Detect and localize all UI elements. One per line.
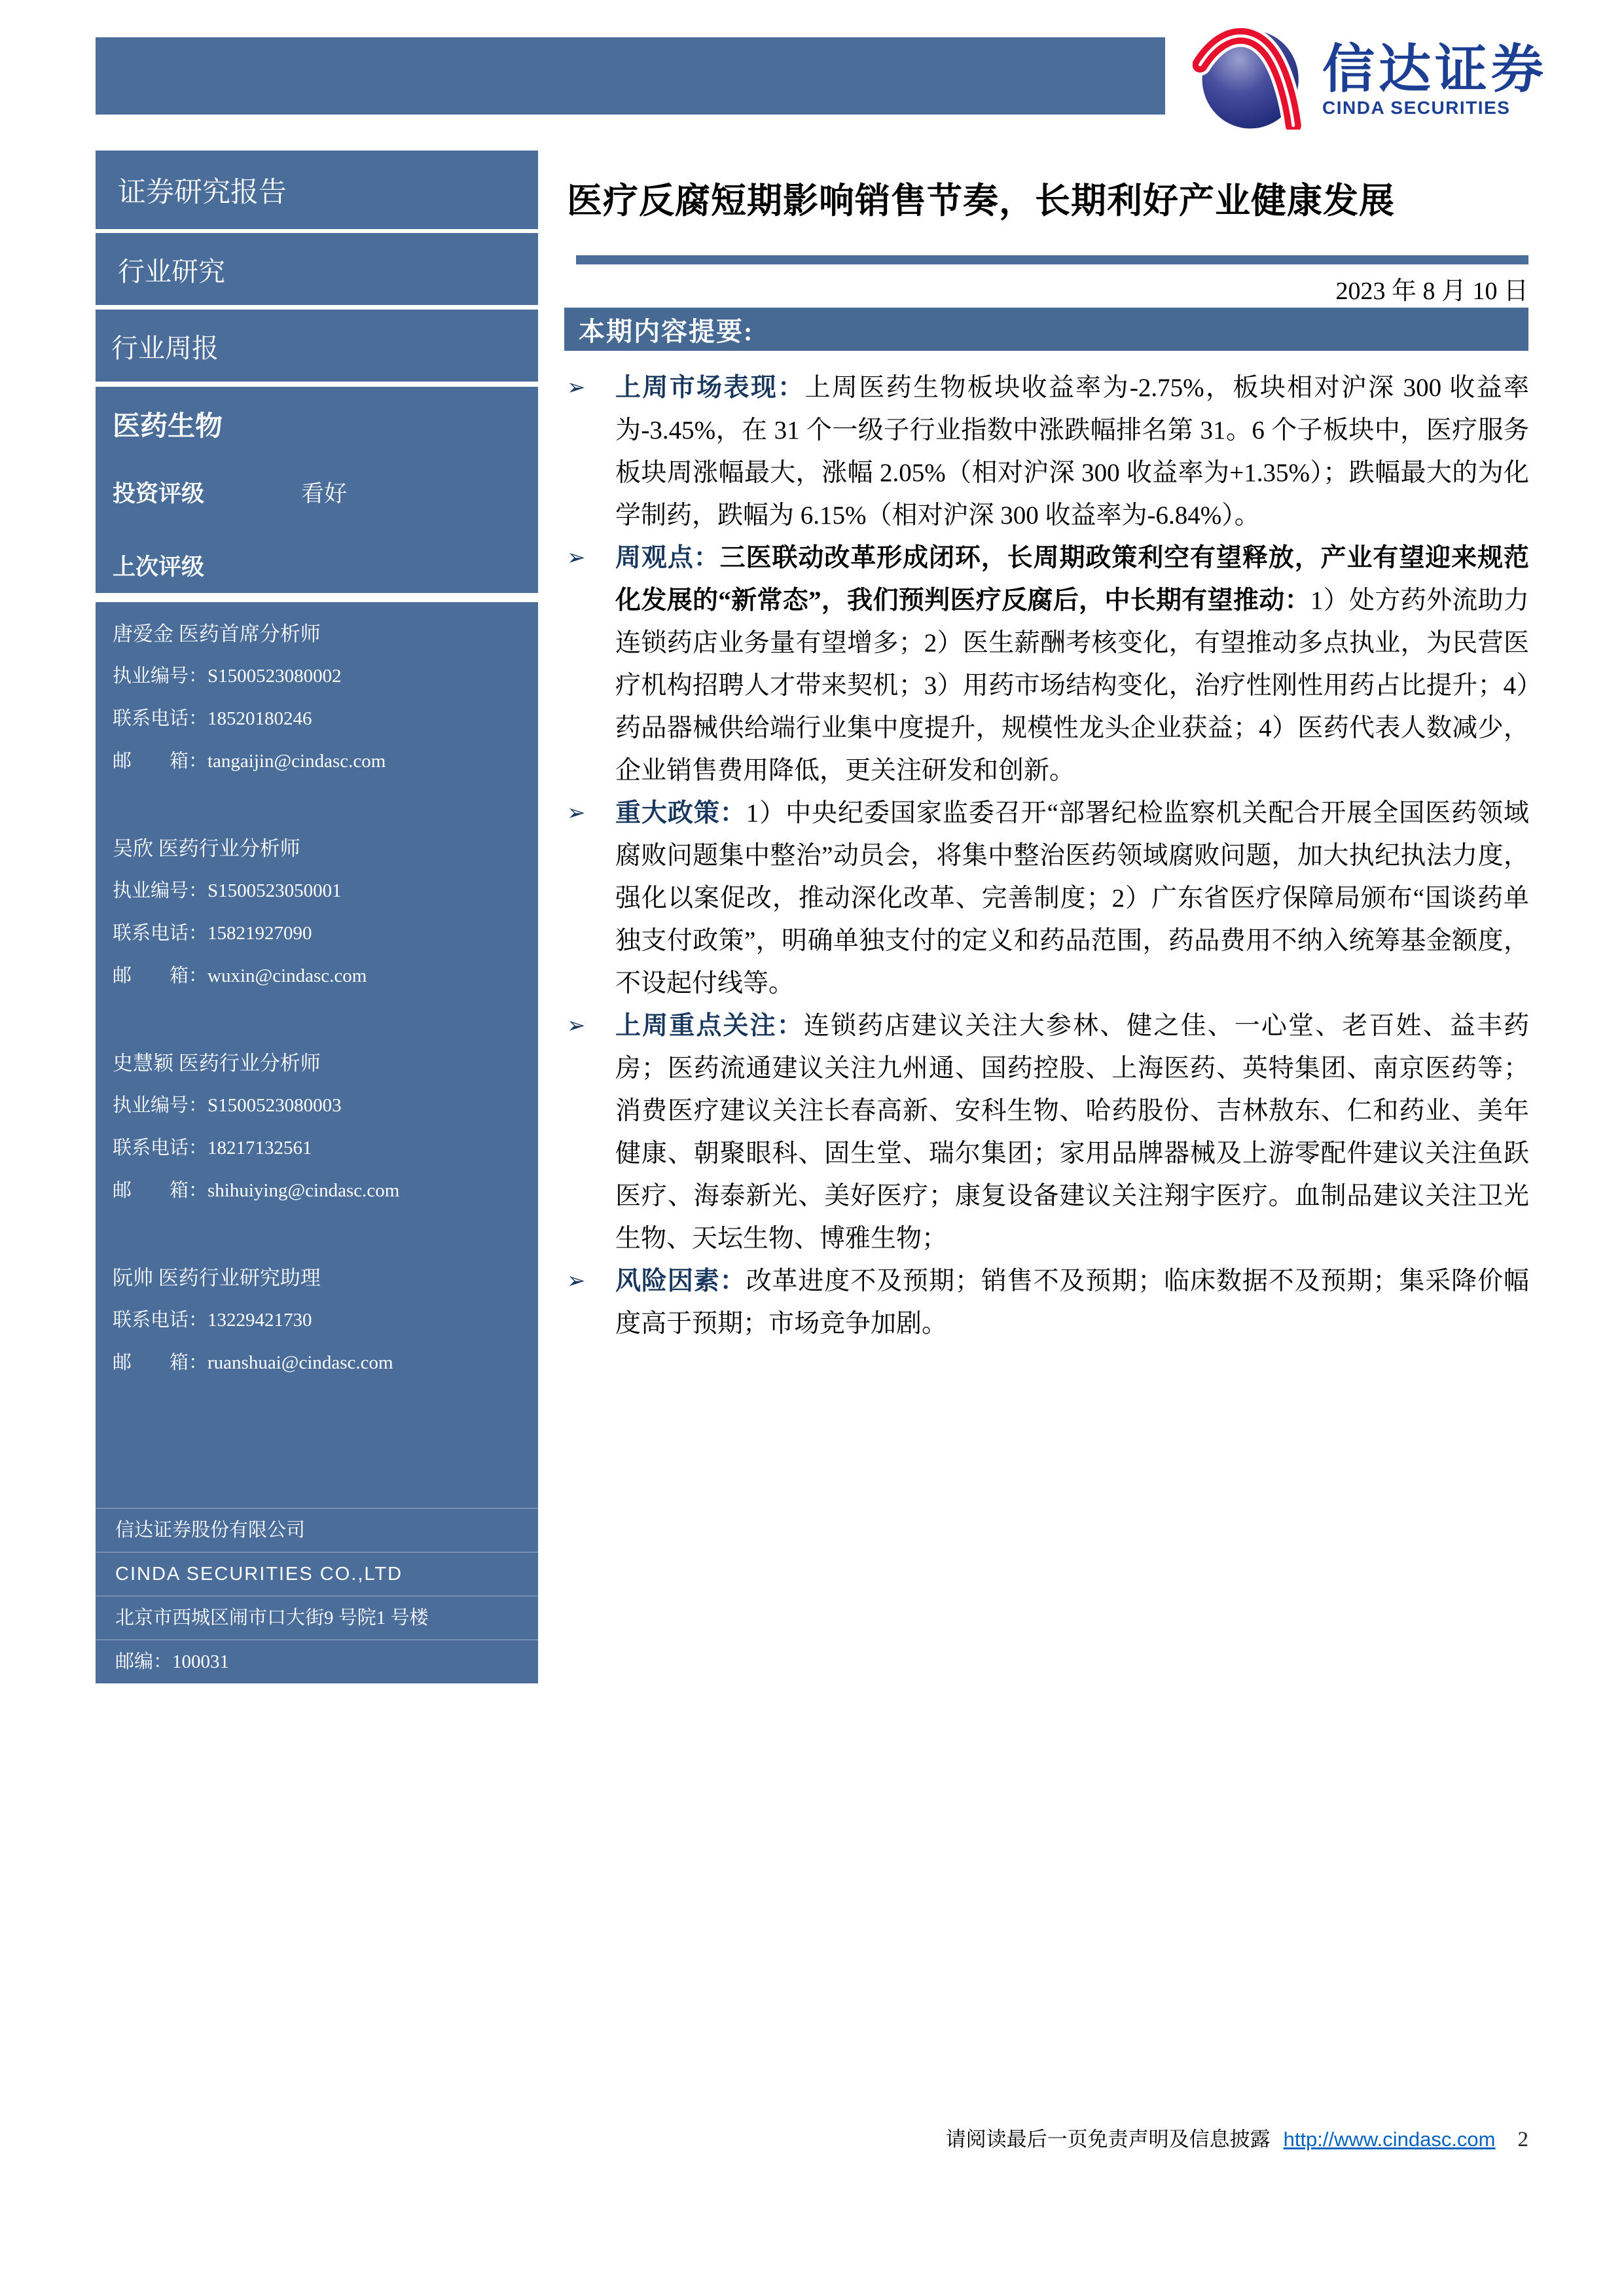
analyst-name: 唐爱金 医药首席分析师 [113,622,321,645]
rating-label: 投资评级 [113,481,205,507]
bullet-body-text: 1）处方药外流助力连锁药店业务量有望增多；2）医生薪酬考核变化，有望推动多点执业，为民营医疗机构招聘人才带来契机；3）用药市场结构变化，治疗性刚性用药占比提升；4）药品器械供给端行业集中度提升，规模性龙头企业获益；4）医药代表人数减少，企业销售费用降低，更关注研发和创新。 [615,586,1529,785]
investment-rating-row [113,476,538,509]
rating-value: 看好 [301,481,348,507]
previous-rating-row [113,549,538,582]
sidebar-box-report-type: 证券研究报告 [96,151,538,229]
bullet-heading: 上周市场表现： [615,374,805,402]
bullet-heading: 上周重点关注： [615,1012,804,1040]
report-title: 医疗反腐短期影响销售节奏，长期利好产业健康发展 [567,181,1395,221]
bullet-body-text: 连锁药店建议关注大参林、健之佳、一心堂、老百姓、益丰药房；医药流通建议关注九州通、国药控股、上海医药、英特集团、南京医药等；消费医疗建议关注长春高新、安科生物、哈药股份、吉林敖东、仁和药业、美年健康、朝聚眼科、固生堂、瑞尔集团；家用品牌器械及上游零配件建议关注鱼跃医疗、海泰新光、美好医疗；康复设备建议关注翔宇医疗。血制品建议关注卫光生物、天坛生物、博雅生物； [615,1012,1529,1253]
industry-name: 医药生物 [113,410,223,441]
page-number: 2 [1517,2128,1528,2151]
report-date: 2023 年 8 月 10 日 [1335,278,1528,305]
summary-bullets [567,367,1529,1345]
bullet-arrow-icon: ➢ [567,545,586,571]
analyst-block [113,613,538,783]
analyst-name: 吴欣 医药行业分析师 [113,837,300,860]
company-name-en: CINDA SECURITIES CO.,LTD [96,1552,538,1596]
analyst-phone: 联系电话：15821927090 [113,923,312,944]
cinda-globe-icon [1193,25,1304,130]
previous-rating-label: 上次评级 [113,554,205,580]
analyst-block [113,1042,538,1212]
top-band [96,37,1165,115]
bullet-market-performance [567,367,1529,537]
analyst-license: 执业编号：S1500523050001 [113,880,342,901]
analyst-block [113,1257,538,1384]
analyst-license: 执业编号：S1500523080003 [113,1095,342,1116]
title-divider [576,255,1528,264]
analyst-name: 史慧颖 医药行业分析师 [113,1052,321,1075]
company-website-link[interactable]: http://www.cindasc.com [1283,2128,1496,2151]
bullet-arrow-icon: ➢ [567,800,586,826]
logo-name-cn: 信达证券 [1322,40,1547,98]
logo-name-en: CINDA SECURITIES [1322,98,1511,118]
analyst-block [113,827,538,997]
analyst-phone: 联系电话：13229421730 [113,1310,312,1331]
cinda-logo [1193,25,1547,130]
analyst-email: 邮 箱：tangaijin@cindasc.com [113,751,386,772]
analyst-phone: 联系电话：18520180246 [113,708,312,729]
bullet-body-text: 1）中央纪委国家监委召开“部署纪检监察机关配合开展全国医药领域腐败问题集中整治”动员会，将集中整治医药领域腐败问题，加大执纪执法力度，强化以案促改，推动深化改革、完善制度；2）广东省医疗保障局颁布“国谈药单独支付政策”，明确单独支付的定义和药品范围，药品费用不纳入统筹基金额度，不设起付线等。 [615,799,1529,997]
page-footer [576,2123,1528,2152]
analyst-email: 邮 箱：ruanshuai@cindasc.com [113,1352,393,1373]
analyst-phone: 联系电话：18217132561 [113,1138,312,1158]
company-info [96,1508,538,1683]
sidebar-analysts-box [96,602,538,1683]
bullet-arrow-icon: ➢ [567,1013,586,1039]
sidebar-rating-box [96,387,538,593]
analyst-license: 执业编号：S1500523080002 [113,666,342,687]
sidebar-box-report-kind: 行业周报 [96,310,538,382]
analyst-email: 邮 箱：wuxin@cindasc.com [113,965,367,986]
sidebar [96,151,538,1683]
bullet-risk-factors [567,1260,1529,1345]
company-name-cn: 信达证券股份有限公司 [96,1508,538,1552]
bullet-body-text: 改革进度不及预期；销售不及预期；临床数据不及预期；集采降价幅度高于预期；市场竞争加剧。 [615,1267,1529,1338]
bullet-heading: 风险因素： [615,1267,746,1295]
analyst-name: 阮帅 医药行业研究助理 [113,1266,321,1289]
bullet-heading: 重大政策： [615,799,746,827]
summary-header-bar: 本期内容提要: [564,308,1528,351]
bullet-arrow-icon: ➢ [567,374,586,401]
bullet-weekly-view [567,537,1529,792]
bullet-major-policy [567,792,1529,1005]
disclaimer-notice: 请阅读最后一页免责声明及信息披露 [945,2128,1271,2151]
bullet-key-focus [567,1005,1529,1260]
bullet-arrow-icon: ➢ [567,1268,586,1294]
logo-text [1322,42,1547,119]
company-address: 北京市西城区闹市口大街9 号院1 号楼 [96,1596,538,1640]
analyst-email: 邮 箱：shihuiying@cindasc.com [113,1180,400,1201]
company-postcode: 邮编：100031 [96,1640,538,1683]
bullet-body-text: 上周医药生物板块收益率为-2.75%，板块相对沪深 300 收益率为-3.45%，在 31 个一级子行业指数中涨跌幅排名第 31。6 个子板块中，医疗服务板块周涨幅最大，涨幅 2.05%（相对沪深 300 收益率为+1.35%）；跌幅最大的为化学制药，跌幅为 6.15%（相对沪深 300 收益率为-6.84%）。 [615,374,1529,529]
sidebar-box-research-type: 行业研究 [96,233,538,305]
bullet-bold-text: 三医联动改革形成闭环，长周期政策利空有望释放，产业有望迎来规范化发展的“新常态”，我们预判医疗反腐后，中长期有望推动： [615,544,1529,615]
bullet-heading: 周观点： [615,544,720,572]
